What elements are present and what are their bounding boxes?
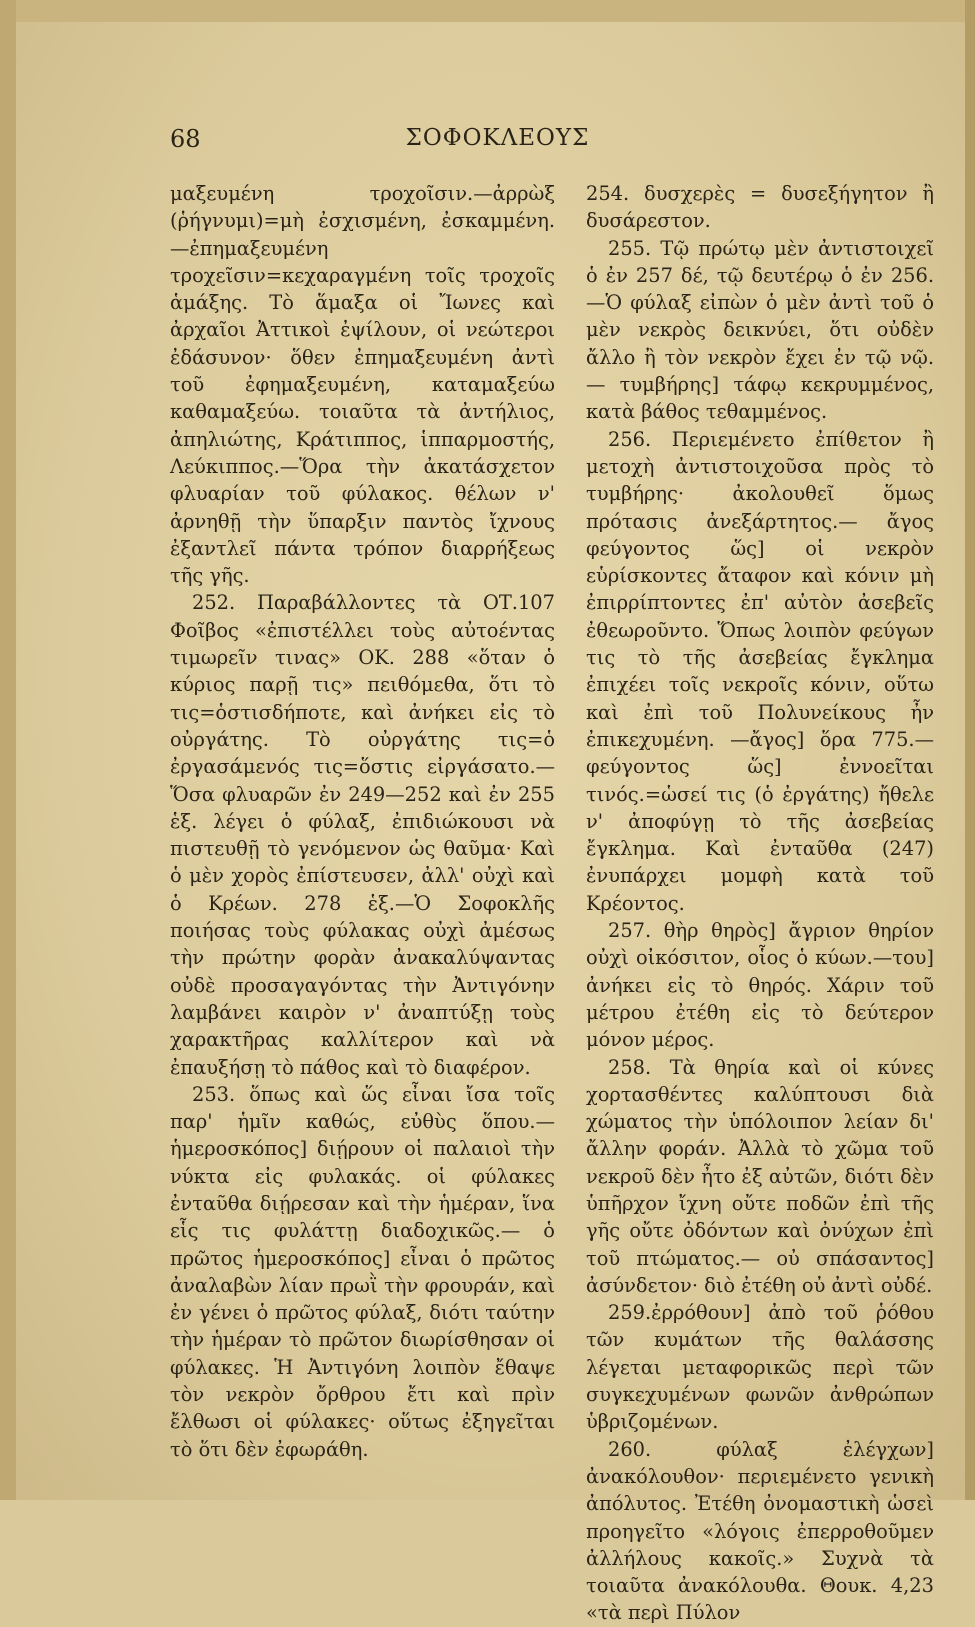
right-column: [586, 180, 934, 1627]
commentary-paragraph: μαξευμένη τροχοῖσιν.—ἀρρὼξ (ῥήγνυμι)=μὴ ἐσχισμένη, ἐσκαμμένη. —ἐπημαξευμένη τροχεῖσιν=κεχαραγμένη τοῖς τροχοῖς ἁμάξης. Τὸ ἅμαξα οἱ Ἴωνες καὶ ἀρχαῖοι Ἀττικοὶ ἐψίλουν, οἱ νεώτεροι ἐδάσυνον· ὅθεν ἐπημαξευμένη ἀντὶ τοῦ ἐφημαξευμένη, καταμαξεύω καθαμαξεύω. τοιαῦτα τὰ ἀντήλιος, ἀπηλιώτης, Κράτιππος, ἱππαρμοστής, Λεύκιππος.—Ὅρα τὴν ἀκατάσχετον φλυαρίαν τοῦ φύλακος. θέλων ν' ἀρνηθῇ τὴν ὕπαρξιν παντὸς ἴχνους ἐξαντλεῖ πάντα τρόπον διαρρήξεως τῆς γῆς.: [170, 182, 555, 588]
commentary-paragraph: 258. Τὰ θηρία καὶ οἱ κύνες χορτασθέντες καλύπτουσι διὰ χώματος τὴν ὑπόλοιπον λείαν δι' ἄλλην φοράν. Ἀλλὰ τὸ χῶμα τοῦ νεκροῦ δὲν ἦτο ἐξ αὐτῶν, διότι δὲν ὑπῆρχον ἴχνη οὔτε ποδῶν ἐπὶ τῆς γῆς οὔτε ὀδόντων καὶ ὀνύχων ἐπὶ τοῦ πτώματος.— οὐ σπάσαντος] ἀσύνδετον· διὸ ἐτέθη οὐ ἀντὶ οὐδέ.: [586, 1055, 934, 1297]
commentary-paragraph: 260. φύλαξ ἐλέγχων] ἀνακόλουθον· περιεμένετο γενικὴ ἀπόλυτος. Ἐτέθη ὀνομαστικὴ ὡσεὶ προηγεῖτο «λόγοις ἐπερροθοῦμεν ἀλλήλους κακοῖς.» Συχνὰ τὰ τοιαῦτα ἀνακόλουθα. Θουκ. 4,23 «τὰ περὶ Πύλον: [586, 1437, 934, 1625]
page-number: 68: [170, 125, 201, 153]
commentary-paragraph: 252. Παραβάλλοντες τὰ ΟΤ.107 Φοῖβος «ἐπιστέλλει τοὺς αὐτοέντας τιμωρεῖν τινας» ΟΚ. 288 «ὅταν ὁ κύριος παρῇ τις» πειθόμεθα, ὅτι τὸ τις=ὁστισδήποτε, καὶ ἀνήκει εἰς τὸ οὐργάτης. Τὸ οὐργάτης τις=ὁ ἐργασάμενός τις=ὅστις εἰργάσατο.— Ὅσα φλυαρῶν ἐν 249—252 καὶ ἐν 255 ἑξ. λέγει ὁ φύλαξ, ἐπιδιώκουσι νὰ πιστευθῇ τὸ γενόμενον ὡς θαῦμα· Καὶ ὁ μὲν χορὸς ἐπίστευσεν, ἀλλ' οὐχὶ καὶ ὁ Κρέων. 278 ἑξ.—Ὁ Σοφοκλῆς ποιήσας τοὺς φύλακας οὐχὶ ἀμέσως τὴν πρώτην φορὰν ἀνακαλύψαντας οὐδὲ προσαγαγόντας τὴν Ἀντιγόνην λαμβάνει καιρὸν ν' ἀναπτύξῃ τοὺς χαρακτῆρας καλλίτερον καὶ νὰ ἐπαυξήσῃ τὸ πάθος καὶ τὸ διαφέρον.: [170, 591, 555, 1079]
commentary-paragraph: 259.ἐρρόθουν] ἀπὸ τοῦ ῥόθου τῶν κυμάτων τῆς θαλάσσης λέγεται μεταφορικῶς περὶ τῶν συγκεχυμένων φωνῶν ἀνθρώπων ὑβριζομένων.: [586, 1301, 934, 1434]
running-title: ΣΟΦΟΚΛΕΟΥΣ: [405, 125, 590, 151]
page-right-edge: [965, 0, 975, 1500]
commentary-paragraph: 254. δυσχερὲς = δυσεξήγητον ἢ δυσάρεστον.: [586, 182, 934, 233]
page-left-edge: [0, 0, 16, 1500]
page-header: [0, 125, 975, 159]
page-top-edge: [0, 0, 975, 22]
commentary-paragraph: 256. Περιεμένετο ἐπίθετον ἢ μετοχὴ ἀντιστοιχοῦσα πρὸς τὸ τυμβήρης· ἀκολουθεῖ ὅμως πρότασις ἀνεξάρτητος.— ἄγος φεύγοντος ὥς] οἱ νεκρὸν εὑρίσκοντες ἄταφον καὶ κόνιν μὴ ἐπιρρίπτοντες ἐπ' αὐτὸν ἀσεβεῖς ἐθεωροῦντο. Ὅπως λοιπὸν φεύγων τις τὸ τῆς ἀσεβείας ἔγκλημα ἐπιχέει τοῖς νεκροῖς κόνιν, οὕτω καὶ ἐπὶ τοῦ Πολυνείκους ἦν ἐπικεχυμένη. —ἄγος] ὅρα 775.—φεύγοντος ὥς] ἐννοεῖται τινός.=ὡσεί τις (ὁ ἐργάτης) ἤθελε ν' ἀποφύγῃ τὸ τῆς ἀσεβείας ἔγκλημα. Καὶ ἐνταῦθα (247) ἐνυπάρχει μομφὴ κατὰ τοῦ Κρέοντος.: [586, 427, 934, 915]
left-column: [170, 180, 555, 1463]
commentary-paragraph: 255. Τῷ πρώτῳ μὲν ἀντιστοιχεῖ ὁ ἐν 257 δέ, τῷ δευτέρῳ ὁ ἐν 256. —Ὁ φύλαξ εἰπὼν ὁ μὲν ἀντὶ τοῦ ὁ μὲν νεκρὸς δεικνύει, ὅτι οὐδὲν ἄλλο ἢ τὸν νεκρὸν ἔχει ἐν τῷ νῷ.— τυμβήρης] τάφῳ κεκρυμμένος, κατὰ βάθος τεθαμμένος.: [586, 236, 934, 424]
commentary-paragraph: 253. ὅπως καὶ ὥς εἶναι ἴσα τοῖς παρ' ἡμῖν καθώς, εὐθὺς ὅπου.—ἡμεροσκόπος] διῄρουν οἱ παλαιοὶ τὴν νύκτα εἰς φυλακάς. οἱ φύλακες ἐνταῦθα διῄρεσαν καὶ τὴν ἡμέραν, ἵνα εἷς τις φυλάττῃ διαδοχικῶς.— ὁ πρῶτος ἡμεροσκόπος] εἶναι ὁ πρῶτος ἀναλαβὼν λίαν πρωῒ τὴν φρουράν, καὶ ἐν γένει ὁ πρῶτος φύλαξ, διότι ταύτην τὴν ἡμέραν τὸ πρῶτον διωρίσθησαν οἱ φύλακες. Ἡ Ἀντιγόνη λοιπὸν ἔθαψε τὸν νεκρὸν ὄρθρου ἔτι καὶ πρὶν ἔλθωσι οἱ φύλακες· οὕτως ἐξηγεῖται τὸ ὅτι δὲν ἐφωράθη.: [170, 1082, 555, 1461]
commentary-paragraph: 257. θὴρ θηρὸς] ἄγριον θηρίον οὐχὶ οἰκόσιτον, οἷος ὁ κύων.—του] ἀνήκει εἰς τὸ θηρός. Χάριν τοῦ μέτρου ἐτέθη εἰς τὸ δεύτερον μόνον μέρος.: [586, 919, 934, 1052]
